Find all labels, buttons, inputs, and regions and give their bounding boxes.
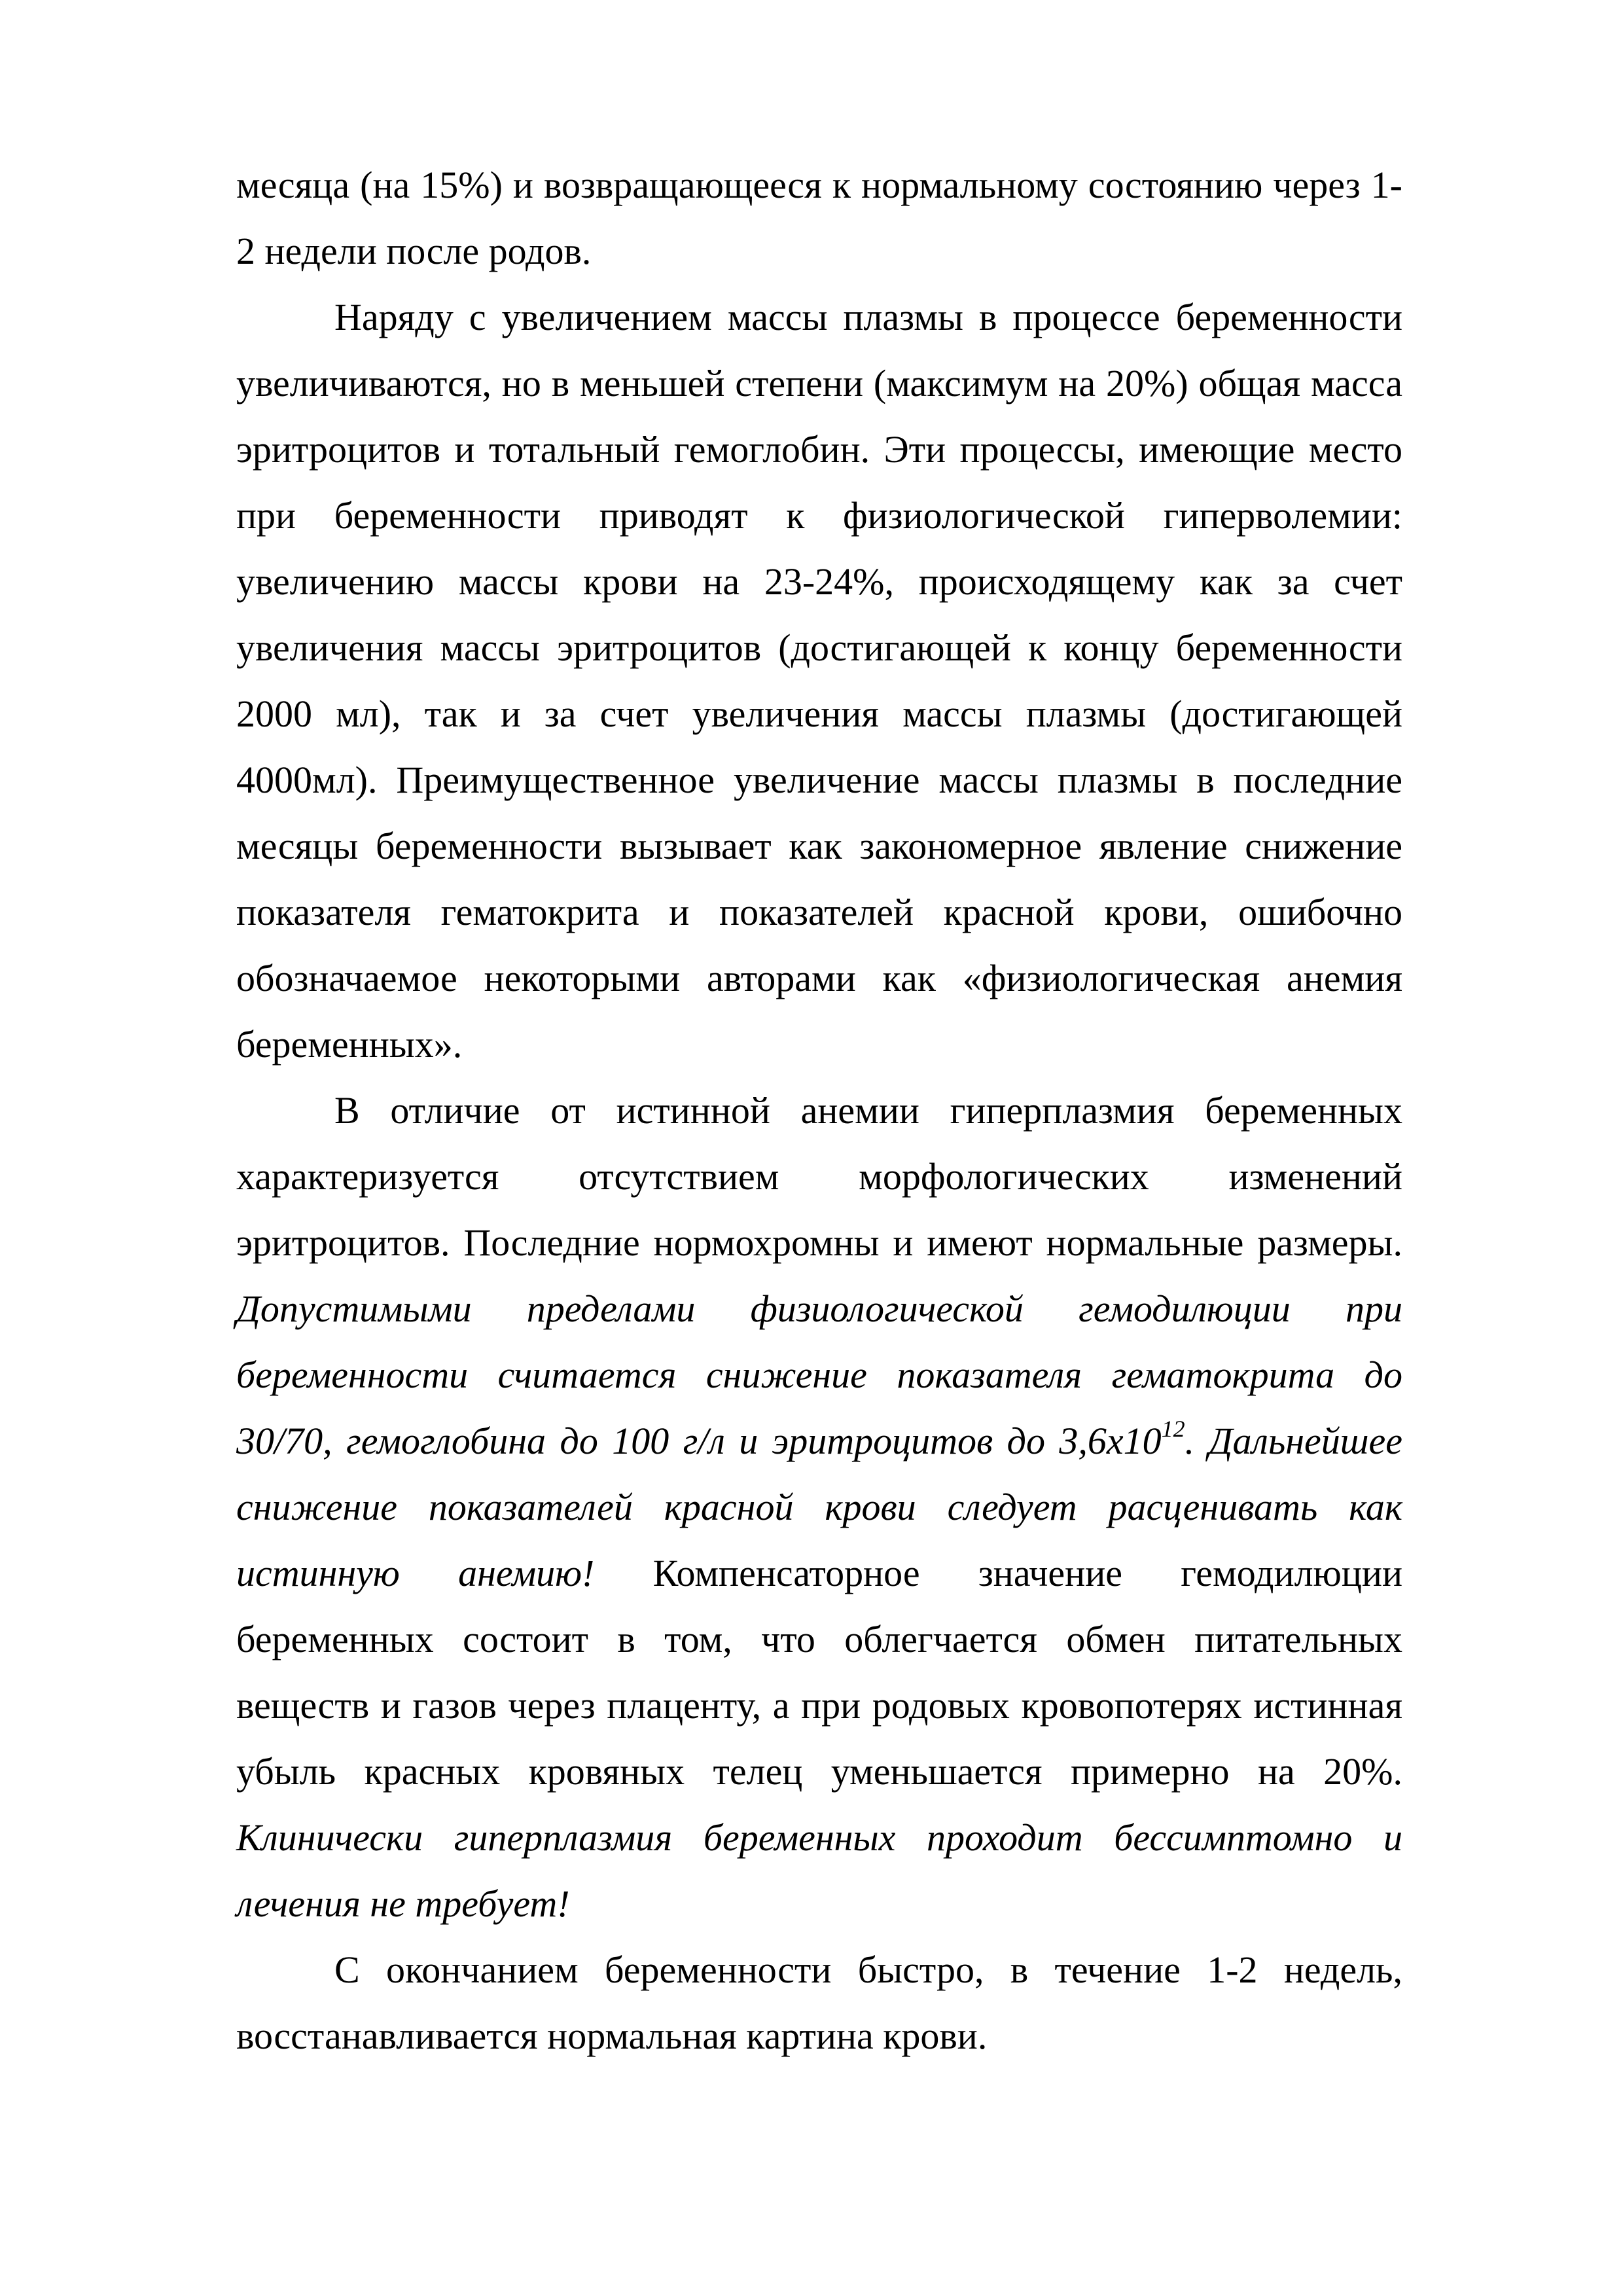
superscript-exponent: 12 [1161,1416,1185,1442]
emphasis-text: Клинически гиперплазмия беременных проходит бессимптомно и лечения не требует! [236,1816,1402,1925]
paragraph-text: В отличие от истинной анемии гиперплазмия беременных характеризуется отсутствием морфологических изменений эритроцитов. Последние нормохромны и имеют нормальные размеры. [236,1089,1402,1264]
paragraph-continuation [236,152,1402,284]
paragraph-text: месяца (на 15%) и возвращающееся к нормальному состоянию через 1-2 недели после родов. [236,164,1402,272]
paragraph-text: С окончанием беременности быстро, в течение 1-2 недель, восстанавливается нормальная картина крови. [236,1948,1402,2057]
paragraph-text: Компенсаторное значение гемодилюции беременных состоит в том, что облегчается обмен питательных веществ и газов через плаценту, а при родовых кровопотерях истинная убыль красных кровяных телец уменьшается примерно на 20%. [236,1552,1402,1793]
emphasis-text: Допустимыми пределами физиологической гемодилюции при беременности считается снижение показателя гематокрита до 30/70, гемоглобина до 100 г/л и эритроцитов до 3,6х10 [236,1287,1402,1462]
paragraph-recovery [236,1937,1402,2069]
emphasis-text: . Дальнейшее снижение показателей красной крови следует расценивать как истинную анемию! [236,1420,1402,1594]
paragraph-hypervolemia [236,284,1402,1077]
paragraph-text: Наряду с увеличением массы плазмы в процессе беременности увеличиваются, но в меньшей степени (максимум на 20%) общая масса эритроцитов и тотальный гемоглобин. Эти процессы, имеющие место при беременности приводят к физиологической гиперволемии: увеличению массы крови на 23-24%, происходящему как за счет увеличения массы эритроцитов (достигающей к концу беременности 2000 мл), так и за счет увеличения массы плазмы (достигающей 4000мл). Преимущественное увеличение массы плазмы в последние месяцы беременности вызывает как закономерное явление снижение показателя гематокрита и показателей красной крови, ошибочно обозначаемое некоторыми авторами как «физиологическая анемия беременных». [236,296,1402,1066]
paragraph-hyperplasmia [236,1077,1402,1937]
document-page [236,152,1402,2069]
